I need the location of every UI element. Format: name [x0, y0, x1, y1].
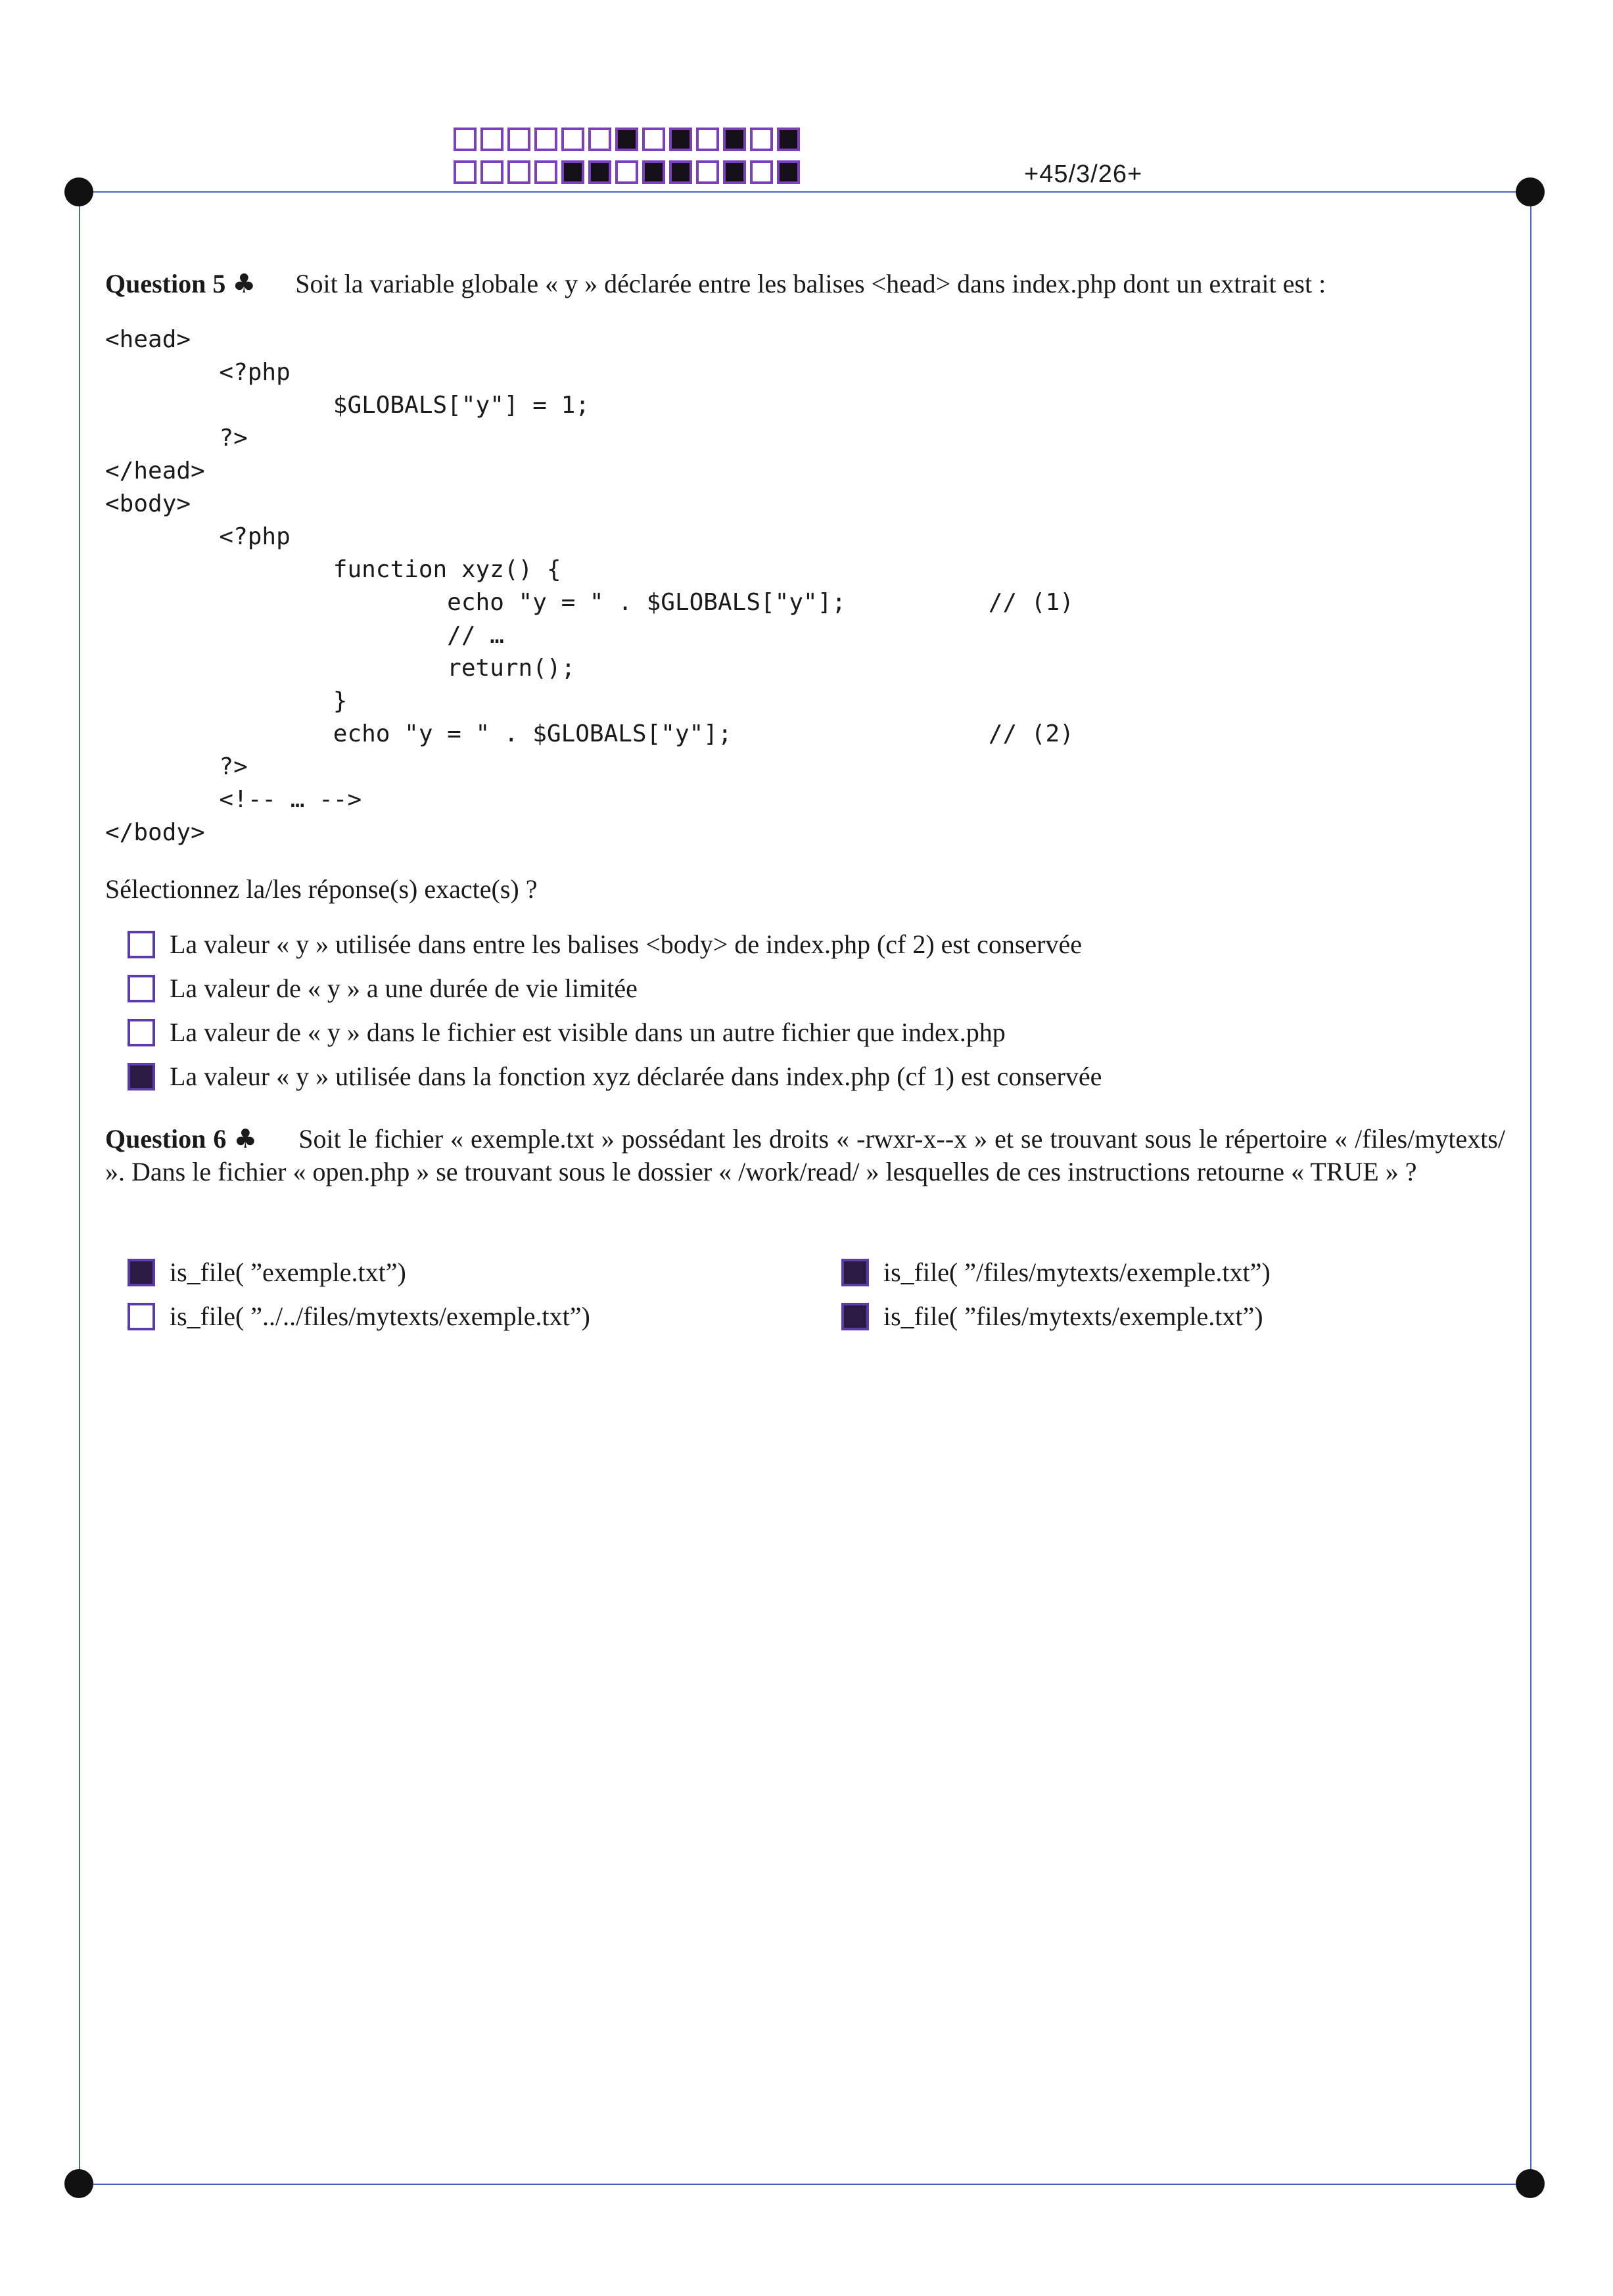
barcode-cell — [777, 128, 800, 151]
code-line: return(); — [105, 655, 576, 682]
question-6-option-2[interactable] — [841, 1257, 1271, 1288]
answer-checkbox[interactable] — [128, 1019, 155, 1046]
barcode-cell — [777, 160, 800, 184]
question-6-option-3[interactable] — [128, 1301, 590, 1332]
barcode-cell — [615, 128, 638, 151]
barcode-cell — [534, 128, 557, 151]
corner-mark-bottom-left — [64, 2169, 93, 2198]
frame-left — [79, 191, 80, 2184]
question-5-text: Soit la variable globale « y » déclarée entre les balises <head> dans index.php dont un extrait est : — [295, 269, 1326, 298]
barcode-cell — [507, 160, 530, 184]
code-line: </body> — [105, 819, 205, 846]
answer-checkbox[interactable] — [128, 931, 155, 958]
barcode-cell — [669, 128, 692, 151]
frame-top — [79, 191, 1531, 193]
answer-checkbox[interactable] — [128, 1259, 155, 1286]
barcode-cell — [588, 128, 611, 151]
club-icon: ♣ — [233, 1124, 258, 1154]
code-line: <head> — [105, 326, 191, 353]
option-label: is_file( ”/files/mytexts/exemple.txt”) — [883, 1257, 1271, 1287]
code-line: <?php — [105, 359, 291, 386]
answer-checkbox[interactable] — [128, 1063, 155, 1090]
code-line: <body> — [105, 490, 191, 517]
barcode-cell — [615, 160, 638, 184]
frame-bottom — [79, 2184, 1531, 2185]
code-line: ?> — [105, 425, 248, 452]
option-label: is_file( ”files/mytexts/exemple.txt”) — [883, 1301, 1263, 1331]
option-label: La valeur « y » utilisée dans entre les balises <body> de index.php (cf 2) est conservée — [170, 929, 1083, 959]
question-6-label: Question 6 — [105, 1124, 227, 1154]
barcode-cell — [480, 160, 503, 184]
question-6-text: Soit le fichier « exemple.txt » possédant les droits « -rwxr-x--x » et se trouvant sous le répertoire « /files/mytexts/ ». Dans le fichier « open.php » se trouvant sous le dossier « /work/read/ » lesquelles de ces instructions retourne « TRUE » ? — [105, 1124, 1506, 1186]
option-label: La valeur « y » utilisée dans la fonction xyz déclarée dans index.php (cf 1) est conservée — [170, 1062, 1102, 1091]
answer-checkbox[interactable] — [841, 1303, 869, 1330]
question-6-option-1[interactable] — [128, 1257, 406, 1288]
question-6-statement — [105, 1123, 1505, 1188]
barcode-row-bottom — [454, 160, 800, 184]
code-line: <!-- … --> — [105, 786, 362, 813]
barcode-cell — [588, 160, 611, 184]
corner-mark-top-left — [64, 177, 93, 206]
answer-checkbox[interactable] — [128, 1303, 155, 1330]
barcode-cell — [723, 128, 746, 151]
question-5-label: Question 5 — [105, 269, 226, 298]
question-5-statement — [105, 268, 1518, 300]
code-line: // … — [105, 622, 504, 649]
barcode-cell — [561, 160, 584, 184]
barcode-cell — [642, 128, 665, 151]
barcode-cell — [480, 128, 503, 151]
answer-checkbox[interactable] — [128, 975, 155, 1002]
option-label: is_file( ”../../files/mytexts/exemple.txt”) — [170, 1301, 590, 1331]
barcode-cell — [750, 160, 773, 184]
code-line: ?> — [105, 753, 248, 780]
option-label: La valeur de « y » dans le fichier est visible dans un autre fichier que index.php — [170, 1018, 1006, 1047]
page-code: +45/3/26+ — [1024, 160, 1143, 188]
barcode-cell — [723, 160, 746, 184]
question-6-option-4[interactable] — [841, 1301, 1263, 1332]
code-line: </head> — [105, 457, 205, 484]
barcode-cell — [454, 128, 477, 151]
corner-mark-bottom-right — [1516, 2169, 1545, 2198]
corner-mark-top-right — [1516, 177, 1545, 206]
barcode-cell — [561, 128, 584, 151]
question-5-prompt: Sélectionnez la/les réponse(s) exacte(s) ? — [105, 874, 538, 904]
question-5-option-2[interactable] — [128, 973, 638, 1004]
barcode-cell — [669, 160, 692, 184]
code-line: } — [105, 688, 348, 715]
code-line: function xyz() { — [105, 556, 561, 583]
code-line: $GLOBALS["y"] = 1; — [105, 392, 590, 419]
barcode-row-top — [454, 128, 800, 151]
question-5-option-3[interactable] — [128, 1017, 1006, 1048]
frame-right — [1530, 191, 1531, 2184]
barcode-cell — [696, 160, 719, 184]
code-line: echo "y = " . $GLOBALS["y"]; // (2) — [105, 720, 1074, 747]
option-label: is_file( ”exemple.txt”) — [170, 1257, 406, 1287]
question-5-option-1[interactable] — [128, 929, 1082, 960]
barcode-cell — [507, 128, 530, 151]
code-line: <?php — [105, 523, 291, 550]
club-icon: ♣ — [232, 269, 256, 299]
barcode-cell — [696, 128, 719, 151]
barcode-cell — [454, 160, 477, 184]
code-line: echo "y = " . $GLOBALS["y"]; // (1) — [105, 589, 1074, 616]
answer-checkbox[interactable] — [841, 1259, 869, 1286]
option-label: La valeur de « y » a une durée de vie limitée — [170, 973, 638, 1003]
question-5-option-4[interactable] — [128, 1061, 1102, 1092]
barcode-cell — [750, 128, 773, 151]
barcode-cell — [534, 160, 557, 184]
barcode-cell — [642, 160, 665, 184]
